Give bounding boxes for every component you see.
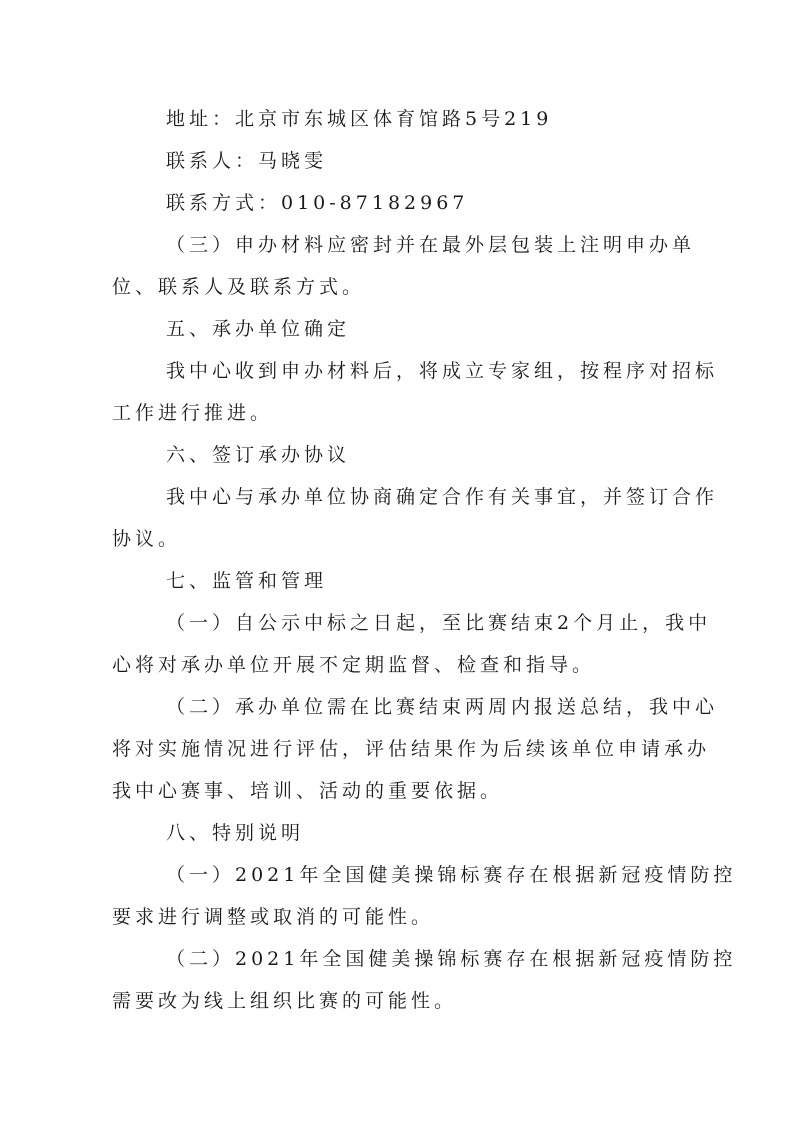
item-4-3-line-1: （三）申办材料应密封并在最外层包装上注明申办单 [166,234,696,256]
section-7-heading: 七、监管和管理 [166,570,328,592]
section-6-heading: 六、签订承办协议 [166,444,351,466]
address-line: 地址：北京市东城区体育馆路5号219 [166,108,553,130]
section-7-item-1-line-2: 心将对承办单位开展不定期监督、检查和指导。 [112,654,596,676]
section-5-line-1: 我中心收到申办材料后，将成立专家组，按程序对招标 [166,360,719,382]
section-6-line-1: 我中心与承办单位协商确定合作有关事宜，并签订合作 [166,486,719,508]
section-7-item-2-line-3: 我中心赛事、培训、活动的重要依据。 [112,780,504,802]
section-5-heading: 五、承办单位确定 [166,318,351,340]
contact-method-line: 联系方式：010-87182967 [166,192,469,214]
section-8-item-2-line-1: （二）2021年全国健美操锦标赛存在根据新冠疫情防控 [166,948,737,970]
section-5-line-2: 工作进行推进。 [112,402,274,424]
section-8-heading: 八、特别说明 [166,822,305,844]
section-7-item-1-line-1: （一）自公示中标之日起，至比赛结束2个月止，我中 [166,612,712,634]
section-8-item-2-line-2: 需要改为线上组织比赛的可能性。 [112,990,458,1012]
section-7-item-2-line-1: （二）承办单位需在比赛结束两周内报送总结，我中心 [166,696,719,718]
section-7-item-2-line-2: 将对实施情况进行评估，评估结果作为后续该单位申请承办 [112,738,711,760]
item-4-3-line-2: 位、联系人及联系方式。 [112,276,366,298]
section-8-item-1-line-2: 要求进行调整或取消的可能性。 [112,906,435,928]
section-8-item-1-line-1: （一）2021年全国健美操锦标赛存在根据新冠疫情防控 [166,864,737,886]
contact-person-line: 联系人：马晓雯 [166,150,328,172]
section-6-line-2: 协议。 [112,528,182,550]
